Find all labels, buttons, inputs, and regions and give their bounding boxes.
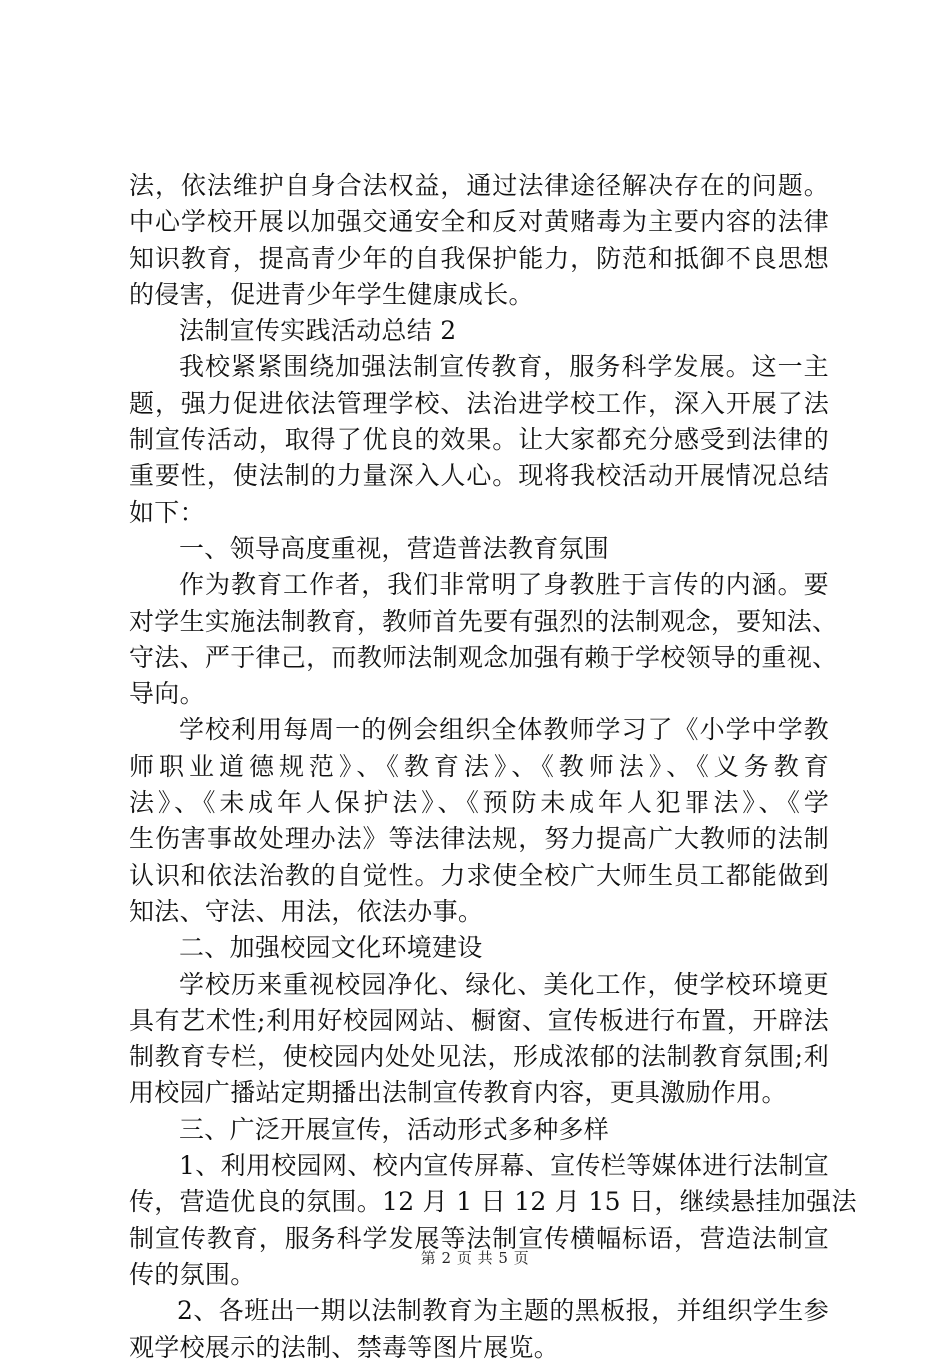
document-body — [129, 168, 857, 1366]
section-heading: 法制宣传实践活动总结 2 — [179, 316, 457, 346]
text-line: 制宣传教育，服务科学发展等法制宣传横幅标语，营造法制宣 — [129, 1223, 829, 1253]
text-line: 对学生实施法制教育，教师首先要有强烈的法制观念，要知法、 — [129, 606, 838, 636]
text-line: 题，强力促进依法管理学校、法治进学校工作，深入开展了法 — [129, 388, 829, 418]
text-line: 知法、守法、用法，依法办事。 — [129, 896, 484, 926]
text-line: 传的氛围。 — [129, 1259, 256, 1289]
text-line: 用校园广播站定期播出法制宣传教育内容，更具激励作用。 — [129, 1078, 787, 1108]
text-line: 如下： — [129, 497, 205, 527]
text-line: 法，依法维护自身合法权益，通过法律途径解决存在的问题。 — [129, 171, 829, 200]
text-line: 法》、《未成年人保护法》、《预防未成年人犯罪法》、《学 — [129, 788, 829, 818]
text-line: 作为教育工作者，我们非常明了身教胜于言传的内涵。要 — [179, 570, 829, 600]
text-line: 我校紧紧围绕加强法制宣传教育，服务科学发展。这一主 — [179, 352, 829, 382]
text-line: 的侵害，促进青少年学生健康成长。 — [129, 279, 534, 309]
text-line: 学校利用每周一的例会组织全体教师学习了《小学中学教 — [179, 715, 829, 745]
text-line: 观学校展示的法制、禁毒等图片展览。 — [129, 1332, 560, 1362]
text-line: 传，营造优良的氛围。12 月 1 日 12 月 15 日，继续悬挂加强法 — [129, 1187, 857, 1217]
text-line: 知识教育，提高青少年的自我保护能力，防范和抵御不良思想 — [129, 243, 829, 273]
text-line: 学校历来重视校园净化、绿化、美化工作，使学校环境更 — [179, 969, 829, 999]
text-line: 制教育专栏，使校园内处处见法，形成浓郁的法制教育氛围;利 — [129, 1042, 829, 1072]
text-line: 具有艺术性;利用好校园网站、橱窗、宣传板进行布置，开辟法 — [129, 1005, 829, 1035]
text-line: 1、利用校园网、校内宣传屏幕、宣传栏等媒体进行法制宣 — [179, 1151, 829, 1181]
text-line: 守法、严于律己，而教师法制观念加强有赖于学校领导的重视、 — [129, 642, 838, 672]
text-line: 中心学校开展以加强交通安全和反对黄赌毒为主要内容的法律 — [129, 207, 829, 237]
subheading: 三、广泛开展宣传，活动形式多种多样 — [179, 1114, 610, 1144]
text-line: 导向。 — [129, 679, 205, 709]
subheading: 一、领导高度重视，营造普法教育氛围 — [179, 533, 610, 563]
text-line: 重要性，使法制的力量深入人心。现将我校活动开展情况总结 — [129, 461, 829, 491]
text-line: 生伤害事故处理办法》等法律法规，努力提高广大教师的法制 — [129, 824, 829, 854]
text-line: 认识和依法治教的自觉性。力求使全校广大师生员工都能做到 — [129, 860, 829, 890]
text-line: 师职业道德规范》、《教育法》、《教师法》、《义务教育 — [129, 751, 829, 781]
page-number-footer: 第 2 页 共 5 页 — [420, 1249, 530, 1267]
text-line: 2、各班出一期以法制教育为主题的黑板报，并组织学生参 — [177, 1296, 829, 1326]
text-line: 制宣传活动，取得了优良的效果。让大家都充分感受到法律的 — [129, 425, 829, 455]
subheading: 二、加强校园文化环境建设 — [179, 933, 483, 963]
